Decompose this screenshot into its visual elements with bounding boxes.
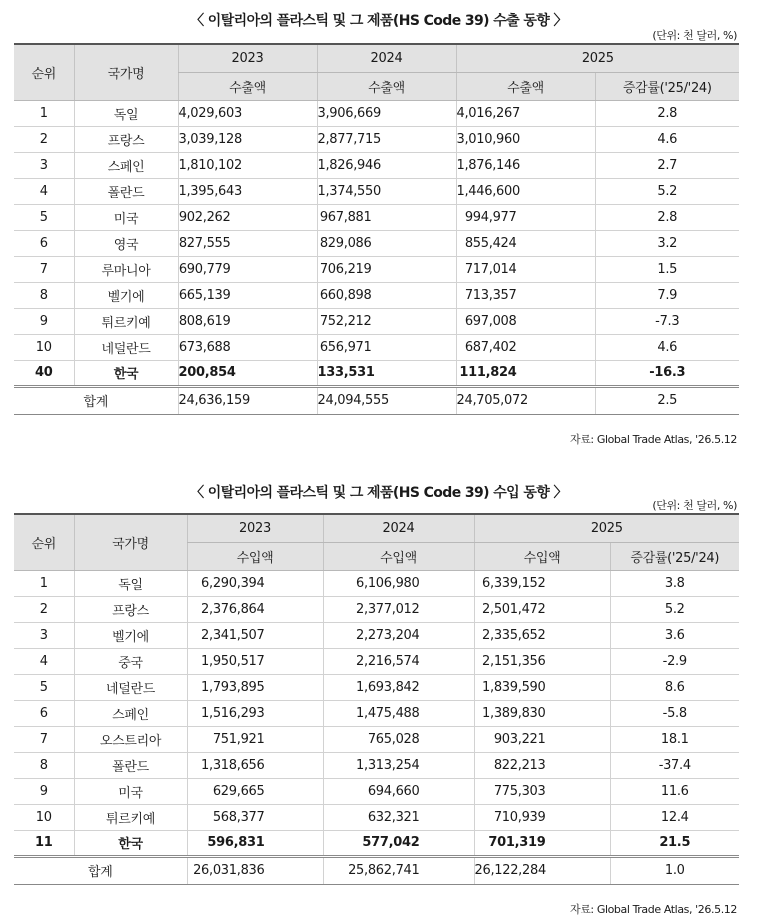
table-row xyxy=(14,282,739,308)
country-cell: 프랑스 xyxy=(74,596,187,622)
value-2025-cell: 2,151,356 xyxy=(474,648,610,674)
value-2024-cell: 660,898 xyxy=(317,282,456,308)
value-2025-cell: 903,221 xyxy=(474,726,610,752)
country-cell: 영국 xyxy=(74,230,178,256)
header-country: 국가명 xyxy=(74,514,187,570)
rank-cell: 5 xyxy=(14,204,74,230)
value-2024-cell: 133,531 xyxy=(317,360,456,386)
table-row xyxy=(14,700,739,726)
import-trend-table xyxy=(14,513,739,885)
value-2023-cell: 808,619 xyxy=(178,308,317,334)
value-2025-cell: 713,357 xyxy=(456,282,595,308)
value-2025-cell: 697,008 xyxy=(456,308,595,334)
country-cell: 튀르키예 xyxy=(74,308,178,334)
value-2025-cell: 775,303 xyxy=(474,778,610,804)
total-2023-cell: 26,031,836 xyxy=(187,856,323,884)
value-2024-cell: 632,321 xyxy=(323,804,474,830)
country-cell: 한국 xyxy=(74,360,178,386)
rank-cell: 2 xyxy=(14,126,74,152)
table-row xyxy=(14,204,739,230)
value-2023-cell: 1,395,643 xyxy=(178,178,317,204)
rank-cell: 2 xyxy=(14,596,74,622)
table-row xyxy=(14,230,739,256)
country-cell: 한국 xyxy=(74,830,187,856)
header-year-2025: 2025 xyxy=(474,514,739,542)
rank-cell: 3 xyxy=(14,622,74,648)
country-cell: 벨기에 xyxy=(74,282,178,308)
export-source-note: 자료: Global Trade Atlas, '26.5.12 xyxy=(569,433,737,446)
value-2025-cell: 701,319 xyxy=(474,830,610,856)
value-2024-cell: 1,475,488 xyxy=(323,700,474,726)
growth-rate-cell: 8.6 xyxy=(610,674,739,700)
table-row xyxy=(14,256,739,282)
header-growth-rate: 증감률('25/'24) xyxy=(595,72,739,100)
total-row xyxy=(14,856,739,884)
value-2023-cell: 902,262 xyxy=(178,204,317,230)
value-2023-cell: 1,318,656 xyxy=(187,752,323,778)
growth-rate-cell: 11.6 xyxy=(610,778,739,804)
growth-rate-cell: 5.2 xyxy=(595,178,739,204)
country-cell: 폴란드 xyxy=(74,178,178,204)
table-row xyxy=(14,778,739,804)
country-cell: 독일 xyxy=(74,570,187,596)
total-label: 합계 xyxy=(14,856,187,884)
value-2025-cell: 1,876,146 xyxy=(456,152,595,178)
value-2023-cell: 1,810,102 xyxy=(178,152,317,178)
value-2023-cell: 200,854 xyxy=(178,360,317,386)
value-2025-cell: 994,977 xyxy=(456,204,595,230)
rank-cell: 9 xyxy=(14,308,74,334)
value-2024-cell: 2,216,574 xyxy=(323,648,474,674)
table-row xyxy=(14,334,739,360)
table-row xyxy=(14,804,739,830)
value-2025-cell: 855,424 xyxy=(456,230,595,256)
value-2024-cell: 829,086 xyxy=(317,230,456,256)
value-2025-cell: 687,402 xyxy=(456,334,595,360)
growth-rate-cell: 2.8 xyxy=(595,100,739,126)
rank-cell: 8 xyxy=(14,752,74,778)
growth-rate-cell: 5.2 xyxy=(610,596,739,622)
export-trend-table xyxy=(14,43,739,415)
value-2023-cell: 1,793,895 xyxy=(187,674,323,700)
rank-cell: 11 xyxy=(14,830,74,856)
value-2023-cell: 4,029,603 xyxy=(178,100,317,126)
value-2023-cell: 6,290,394 xyxy=(187,570,323,596)
rank-cell: 4 xyxy=(14,178,74,204)
value-2024-cell: 706,219 xyxy=(317,256,456,282)
header-amount-2023: 수입액 xyxy=(187,542,323,570)
country-cell: 미국 xyxy=(74,204,178,230)
value-2025-cell: 710,939 xyxy=(474,804,610,830)
value-2024-cell: 1,693,842 xyxy=(323,674,474,700)
header-year-2023: 2023 xyxy=(178,44,317,72)
value-2025-cell: 822,213 xyxy=(474,752,610,778)
rank-cell: 1 xyxy=(14,100,74,126)
value-2024-cell: 694,660 xyxy=(323,778,474,804)
value-2024-cell: 967,881 xyxy=(317,204,456,230)
rank-cell: 10 xyxy=(14,804,74,830)
rank-cell: 6 xyxy=(14,230,74,256)
value-2024-cell: 577,042 xyxy=(323,830,474,856)
value-2025-cell: 1,446,600 xyxy=(456,178,595,204)
country-cell: 프랑스 xyxy=(74,126,178,152)
header-amount-2024: 수출액 xyxy=(317,72,456,100)
country-cell: 벨기에 xyxy=(74,622,187,648)
value-2025-cell: 4,016,267 xyxy=(456,100,595,126)
value-2024-cell: 752,212 xyxy=(317,308,456,334)
header-amount-2024: 수입액 xyxy=(323,542,474,570)
growth-rate-cell: 3.2 xyxy=(595,230,739,256)
growth-rate-cell: 3.8 xyxy=(610,570,739,596)
value-2024-cell: 1,826,946 xyxy=(317,152,456,178)
country-cell: 네덜란드 xyxy=(74,334,178,360)
rank-cell: 7 xyxy=(14,256,74,282)
growth-rate-cell: 4.6 xyxy=(595,126,739,152)
value-2023-cell: 1,950,517 xyxy=(187,648,323,674)
table-row xyxy=(14,308,739,334)
total-2025-cell: 24,705,072 xyxy=(456,386,595,414)
header-rank: 순위 xyxy=(14,514,74,570)
rank-cell: 5 xyxy=(14,674,74,700)
value-2023-cell: 2,376,864 xyxy=(187,596,323,622)
table-row xyxy=(14,726,739,752)
growth-rate-cell: 21.5 xyxy=(610,830,739,856)
total-2024-cell: 25,862,741 xyxy=(323,856,474,884)
country-cell: 미국 xyxy=(74,778,187,804)
value-2024-cell: 3,906,669 xyxy=(317,100,456,126)
export-table-title: 〈 이탈리아의 플라스틱 및 그 제품(HS Code 39) 수출 동향 〉 xyxy=(190,13,567,29)
header-growth-rate: 증감률('25/'24) xyxy=(610,542,739,570)
value-2023-cell: 827,555 xyxy=(178,230,317,256)
total-growth-cell: 2.5 xyxy=(595,386,739,414)
value-2025-cell: 1,839,590 xyxy=(474,674,610,700)
header-amount-2025: 수입액 xyxy=(474,542,610,570)
rank-cell: 3 xyxy=(14,152,74,178)
rank-cell: 1 xyxy=(14,570,74,596)
value-2024-cell: 2,273,204 xyxy=(323,622,474,648)
header-rank: 순위 xyxy=(14,44,74,100)
rank-cell: 6 xyxy=(14,700,74,726)
total-label: 합계 xyxy=(14,386,178,414)
value-2025-cell: 2,501,472 xyxy=(474,596,610,622)
country-cell: 스페인 xyxy=(74,700,187,726)
growth-rate-cell: 3.6 xyxy=(610,622,739,648)
table-row xyxy=(14,152,739,178)
rank-cell: 40 xyxy=(14,360,74,386)
table-row xyxy=(14,178,739,204)
table-row xyxy=(14,360,739,386)
header-year-2024: 2024 xyxy=(317,44,456,72)
growth-rate-cell: -7.3 xyxy=(595,308,739,334)
value-2024-cell: 1,374,550 xyxy=(317,178,456,204)
country-cell: 스페인 xyxy=(74,152,178,178)
value-2023-cell: 568,377 xyxy=(187,804,323,830)
rank-cell: 10 xyxy=(14,334,74,360)
value-2023-cell: 673,688 xyxy=(178,334,317,360)
value-2023-cell: 665,139 xyxy=(178,282,317,308)
rank-cell: 4 xyxy=(14,648,74,674)
total-2023-cell: 24,636,159 xyxy=(178,386,317,414)
total-growth-cell: 1.0 xyxy=(610,856,739,884)
growth-rate-cell: -16.3 xyxy=(595,360,739,386)
country-cell: 루마니아 xyxy=(74,256,178,282)
growth-rate-cell: 2.8 xyxy=(595,204,739,230)
country-cell: 폴란드 xyxy=(74,752,187,778)
value-2024-cell: 2,377,012 xyxy=(323,596,474,622)
growth-rate-cell: 12.4 xyxy=(610,804,739,830)
growth-rate-cell: 4.6 xyxy=(595,334,739,360)
value-2023-cell: 596,831 xyxy=(187,830,323,856)
value-2024-cell: 6,106,980 xyxy=(323,570,474,596)
value-2023-cell: 629,665 xyxy=(187,778,323,804)
growth-rate-cell: 18.1 xyxy=(610,726,739,752)
growth-rate-cell: -37.4 xyxy=(610,752,739,778)
header-amount-2025: 수출액 xyxy=(456,72,595,100)
rank-cell: 7 xyxy=(14,726,74,752)
value-2023-cell: 690,779 xyxy=(178,256,317,282)
value-2025-cell: 111,824 xyxy=(456,360,595,386)
value-2025-cell: 6,339,152 xyxy=(474,570,610,596)
table-row xyxy=(14,830,739,856)
value-2023-cell: 751,921 xyxy=(187,726,323,752)
country-cell: 중국 xyxy=(74,648,187,674)
growth-rate-cell: 1.5 xyxy=(595,256,739,282)
growth-rate-cell: 2.7 xyxy=(595,152,739,178)
table-row xyxy=(14,648,739,674)
total-row xyxy=(14,386,739,414)
country-cell: 독일 xyxy=(74,100,178,126)
header-year-2023: 2023 xyxy=(187,514,323,542)
value-2025-cell: 717,014 xyxy=(456,256,595,282)
table-row xyxy=(14,674,739,700)
growth-rate-cell: -5.8 xyxy=(610,700,739,726)
country-cell: 네덜란드 xyxy=(74,674,187,700)
header-year-2025: 2025 xyxy=(456,44,739,72)
header-amount-2023: 수출액 xyxy=(178,72,317,100)
import-source-note: 자료: Global Trade Atlas, '26.5.12 xyxy=(569,903,737,916)
value-2024-cell: 1,313,254 xyxy=(323,752,474,778)
value-2025-cell: 2,335,652 xyxy=(474,622,610,648)
growth-rate-cell: -2.9 xyxy=(610,648,739,674)
table-row xyxy=(14,100,739,126)
rank-cell: 8 xyxy=(14,282,74,308)
growth-rate-cell: 7.9 xyxy=(595,282,739,308)
rank-cell: 9 xyxy=(14,778,74,804)
export-unit-note: (단위: 천 달러, %) xyxy=(652,29,737,42)
header-country: 국가명 xyxy=(74,44,178,100)
country-cell: 튀르키예 xyxy=(74,804,187,830)
value-2024-cell: 765,028 xyxy=(323,726,474,752)
value-2025-cell: 1,389,830 xyxy=(474,700,610,726)
country-cell: 오스트리아 xyxy=(74,726,187,752)
value-2024-cell: 656,971 xyxy=(317,334,456,360)
value-2023-cell: 1,516,293 xyxy=(187,700,323,726)
value-2023-cell: 2,341,507 xyxy=(187,622,323,648)
header-year-2024: 2024 xyxy=(323,514,474,542)
value-2025-cell: 3,010,960 xyxy=(456,126,595,152)
table-row xyxy=(14,126,739,152)
total-2024-cell: 24,094,555 xyxy=(317,386,456,414)
import-unit-note: (단위: 천 달러, %) xyxy=(652,499,737,512)
table-row xyxy=(14,622,739,648)
import-table-title: 〈 이탈리아의 플라스틱 및 그 제품(HS Code 39) 수입 동향 〉 xyxy=(190,485,567,501)
total-2025-cell: 26,122,284 xyxy=(474,856,610,884)
table-row xyxy=(14,752,739,778)
value-2024-cell: 2,877,715 xyxy=(317,126,456,152)
table-row xyxy=(14,570,739,596)
value-2023-cell: 3,039,128 xyxy=(178,126,317,152)
table-row xyxy=(14,596,739,622)
